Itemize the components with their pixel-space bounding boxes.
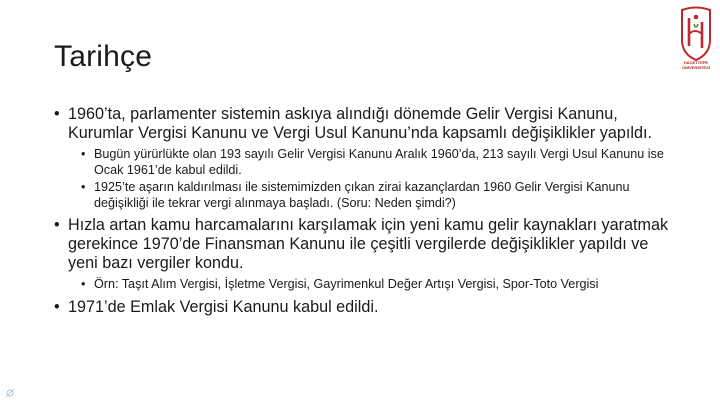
bullet-item	[54, 216, 674, 273]
bullet-marker: •	[81, 180, 86, 194]
logo-caption	[672, 60, 720, 70]
logo-caption-line2: ÜNİVERSİTESİ	[682, 65, 710, 70]
slide-title: Tarihçe	[54, 40, 153, 73]
bullet-list	[54, 105, 674, 321]
bullet-text: Hızla artan kamu harcamalarını karşılamak için yeni kamu gelir kaynakları yaratmak gerekince 1970’de Finansman Kanunu ile çeşitli vergilerde değişiklikler yapıldı ve yeni bazı vergiler kondu.	[68, 216, 669, 272]
bullet-text: 1960’ta, parlamenter sistemin askıya alındığı dönemde Gelir Vergisi Kanunu, Kurumlar Vergisi Kanunu ve Vergi Usul Kanunu’nda kapsamlı değişiklikler yapıldı.	[68, 105, 652, 142]
slide-nav-icon[interactable]	[4, 386, 16, 398]
sub-bullet-list	[54, 277, 674, 293]
sub-bullet-text: 1925’te aşarın kaldırılması ile sistemimizden çıkan zirai kazançlardan 1960 Gelir Vergisi Kanunu değişikliği ile tekrar vergi alınmaya başladı. (Soru: Neden şimdi?)	[94, 180, 630, 210]
bullet-marker: •	[81, 277, 86, 291]
bullet-item	[54, 298, 674, 317]
sub-bullet-list	[54, 147, 674, 211]
bullet-marker: •	[54, 216, 60, 234]
sub-bullet-item	[54, 147, 674, 178]
sub-bullet-text: Bugün yürürlükte olan 193 sayılı Gelir Vergisi Kanunu Aralık 1960’da, 213 sayılı Vergi Usul Kanunu ise Ocak 1961’de kabul edildi.	[94, 147, 664, 177]
bullet-item	[54, 105, 674, 143]
bullet-text: 1971’de Emlak Vergisi Kanunu kabul edildi.	[68, 297, 379, 316]
university-logo-icon	[678, 6, 714, 66]
sub-bullet-item	[54, 277, 674, 293]
logo-caption-line1: HACETTEPE	[683, 60, 709, 65]
sub-bullet-text: Örn: Taşıt Alım Vergisi, İşletme Vergisi, Gayrimenkul Değer Artışı Vergisi, Spor-Toto Vergisi	[94, 277, 599, 291]
sub-bullet-item	[54, 180, 674, 211]
bullet-marker: •	[81, 147, 86, 161]
bullet-marker: •	[54, 105, 60, 123]
bullet-marker: •	[54, 297, 60, 316]
